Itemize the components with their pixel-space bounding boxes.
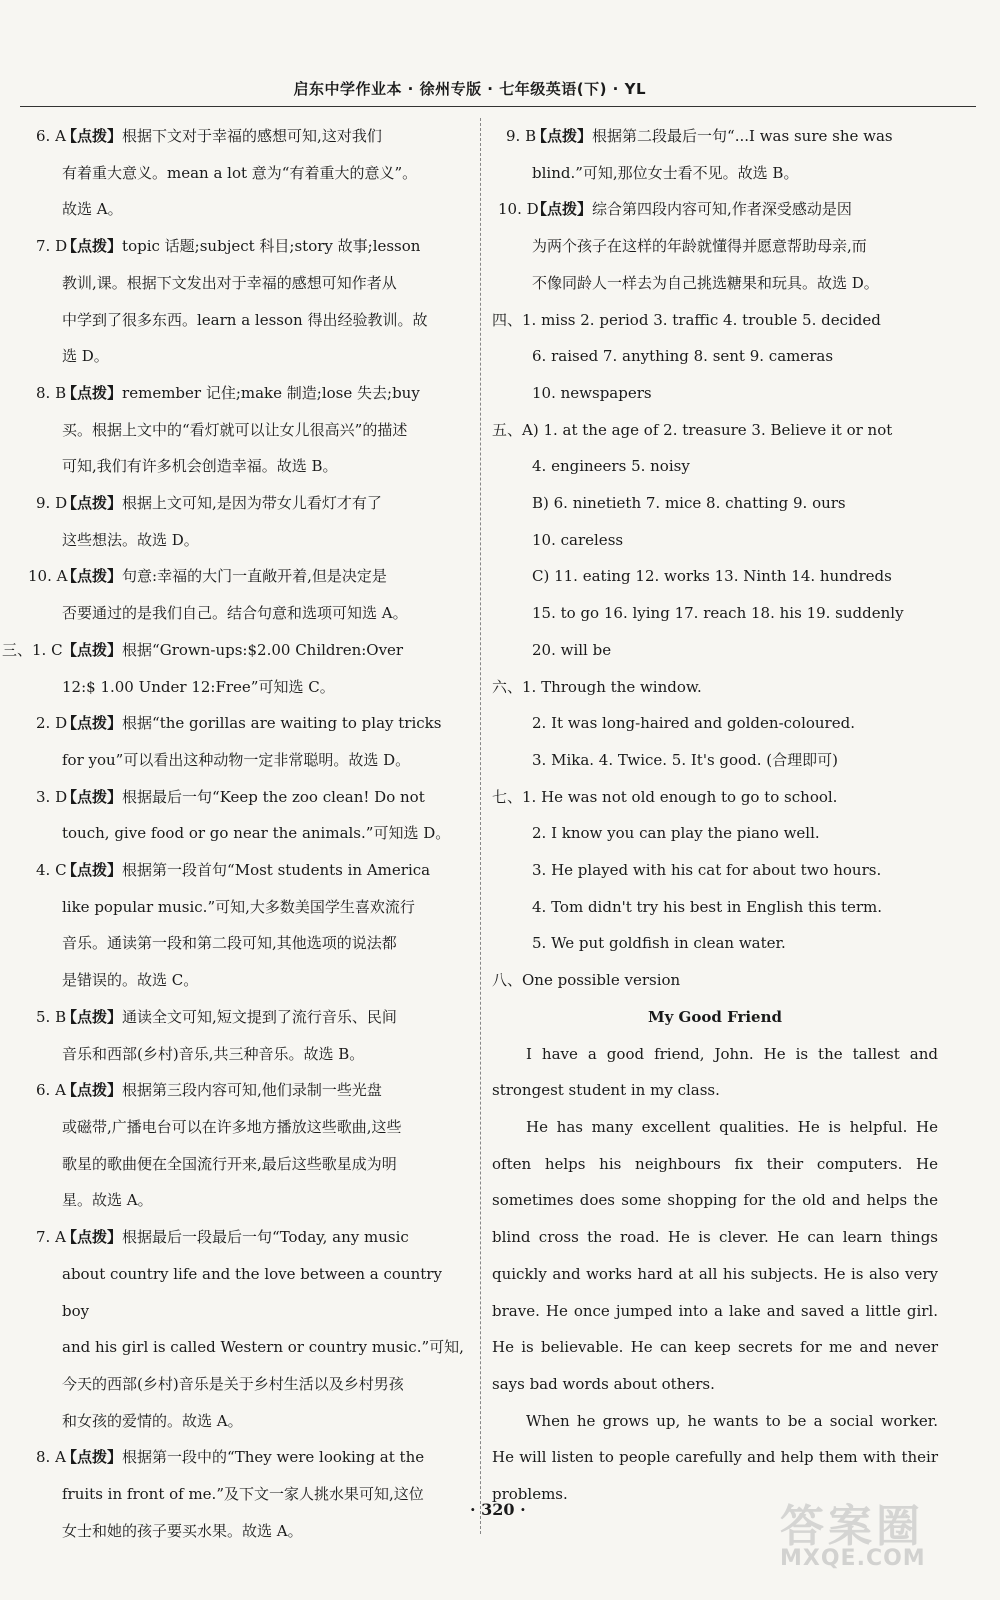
answer-text: 和女孩的爱情的。故选 A。: [62, 1411, 243, 1430]
hint-label: 【 点拨 】: [62, 127, 122, 145]
answer-item: [22, 558, 464, 631]
answer-text: 故选 A。: [62, 200, 123, 219]
answer-item: [22, 1439, 464, 1549]
answer-text: 根据最后一段最后一句“Today, any music: [122, 1228, 409, 1247]
answer-text: 综合第四段内容可知,作者深受感动是因: [592, 200, 852, 219]
answer-text: 这些想法。故选 D。: [62, 530, 199, 549]
answer-text: 句意:幸福的大门一直敞开着,但是决定是: [122, 567, 387, 586]
answer-number: 4. C: [36, 861, 67, 880]
answer-number: 6. A: [36, 1081, 66, 1100]
answer-text: blind.”可知,那位女士看不见。故选 B。: [532, 163, 799, 182]
hint-label: 【 点拨 】: [62, 788, 122, 806]
column-divider: [480, 118, 482, 1534]
answer-line: 2. I know you can play the piano well.: [532, 824, 820, 843]
answer-number: 7. A: [36, 1228, 66, 1247]
answer-text: 是错误的。故选 C。: [62, 971, 199, 990]
answer-text: 买。根据上文中的“看灯就可以让女儿很高兴”的描述: [62, 420, 408, 439]
answer-text: 根据上文可知,是因为带女儿看灯才有了: [122, 494, 382, 513]
answer-number: 8. B: [36, 383, 67, 402]
hint-label: 【 点拨 】: [62, 714, 122, 732]
answer-number: 三、1. C: [2, 640, 63, 659]
answer-line: C) 11. eating 12. works 13. Ninth 14. hundreds: [532, 567, 892, 586]
answer-item: [22, 228, 464, 375]
hint-label: 【 点拨 】: [62, 1228, 122, 1246]
answer-line: 四、1. miss 2. period 3. traffic 4. trouble 5. decided: [492, 310, 881, 329]
section-4-answers: [492, 302, 938, 412]
section-6-answers: [492, 669, 938, 779]
essay-paragraph: He has many excellent qualities. He is helpful. He often helps his neighbours fix their computers. He sometimes does some shopping for the old and helps the blind cross the road. He is clever. He can learn things quickly and works hard at all his subjects. He is also very brave. He once jumped into a lake and saved a little girl. He is believable. He can keep secrets for me and never says bad words about others.: [492, 1117, 938, 1393]
answer-text: 12:$ 1.00 Under 12:Free”可知选 C。: [62, 677, 335, 696]
answer-line: B) 6. ninetieth 7. mice 8. chatting 9. ours: [532, 494, 846, 513]
hint-label: 【 点拨 】: [62, 641, 122, 659]
answer-text: 根据第三段内容可知,他们录制一些光盘: [122, 1081, 382, 1100]
section-5-answers: [492, 412, 938, 669]
essay-paragraph: When he grows up, he wants to be a social worker. He will listen to people carefully and help them with their problems.: [492, 1411, 938, 1504]
header-title: 启东中学作业本 · 徐州专版 · 七年级英语(下) · YL: [293, 80, 646, 98]
answer-text: 可知,我们有许多机会创造幸福。故选 B。: [62, 457, 338, 476]
answer-line: 6. raised 7. anything 8. sent 9. cameras: [532, 347, 834, 366]
section-8-essay: [492, 962, 938, 1513]
hint-label: 【 点拨 】: [62, 1008, 122, 1026]
watermark-url: MXQE.COM: [780, 1546, 926, 1571]
answer-text: 为两个孩子在这样的年龄就懂得并愿意帮助母亲,而: [532, 237, 867, 256]
answer-text: 不像同龄人一样去为自己挑选糖果和玩具。故选 D。: [532, 273, 879, 292]
answer-line: 15. to go 16. lying 17. reach 18. his 19. suddenly: [532, 604, 904, 623]
answer-item: [22, 1219, 464, 1439]
answer-item: [22, 1072, 464, 1219]
answer-text: fruits in front of me.”及下文一家人挑水果可知,这位: [62, 1485, 424, 1504]
hint-label: 【 点拨 】: [532, 127, 592, 145]
hint-label: 【 点拨 】: [62, 567, 122, 585]
hint-label: 【 点拨 】: [62, 1448, 122, 1466]
watermark-logo: [780, 1490, 980, 1590]
answer-text: 音乐。通读第一段和第二段可知,其他选项的说法都: [62, 934, 397, 953]
answer-line: 五、A) 1. at the age of 2. treasure 3. Believe it or not: [492, 420, 893, 439]
right-column: [492, 118, 938, 1513]
section-label: 八、One possible version: [492, 971, 681, 990]
answer-item: [22, 705, 464, 778]
essay-title: My Good Friend: [648, 1007, 782, 1026]
answer-line: 3. Mika. 4. Twice. 5. It's good. (合理即可): [532, 750, 838, 769]
answer-line: 4. engineers 5. noisy: [532, 457, 690, 476]
answer-number: 5. B: [36, 1007, 67, 1026]
answer-line: 20. will be: [532, 640, 612, 659]
answer-line: 5. We put goldfish in clean water.: [532, 934, 786, 953]
page-number: · 320 ·: [470, 1500, 526, 1519]
answer-text: 根据“the gorillas are waiting to play tricks: [122, 714, 442, 733]
answer-text: 星。故选 A。: [62, 1191, 153, 1210]
answer-number: 3. D: [36, 787, 68, 806]
answer-text: like popular music.”可知,大多数美国学生喜欢流行: [62, 897, 415, 916]
answer-text: 今天的西部(乡村)音乐是关于乡村生活以及乡村男孩: [62, 1374, 404, 1393]
answer-line: 七、1. He was not old enough to go to school.: [492, 787, 838, 806]
answer-text: 根据第二段最后一句“...I was sure she was: [592, 127, 893, 145]
answer-number: 6. A: [36, 127, 66, 145]
answer-item: [492, 191, 938, 301]
hint-label: 【 点拨 】: [62, 237, 122, 255]
hint-label: 【 点拨 】: [62, 384, 122, 402]
watermark-text: 答案圈: [780, 1501, 924, 1552]
answer-text: 选 D。: [62, 347, 109, 366]
answer-number: 10. D: [498, 200, 539, 219]
answer-text: 歌星的歌曲便在全国流行开来,最后这些歌星成为明: [62, 1154, 397, 1173]
essay-paragraph: I have a good friend, John. He is the tallest and strongest student in my class.: [492, 1044, 938, 1100]
hint-label: 【 点拨 】: [62, 494, 122, 512]
answer-text: for you”可以看出这种动物一定非常聪明。故选 D。: [62, 750, 411, 769]
page-header: [20, 76, 976, 107]
answer-text: topic 话题;subject 科目;story 故事;lesson: [122, 237, 421, 256]
answer-text: 教训,课。根据下文发出对于幸福的感想可知作者从: [62, 273, 397, 292]
answer-text: 根据第一段中的“They were looking at the: [122, 1448, 425, 1467]
answer-text: 根据“Grown-ups:$2.00 Children:Over: [122, 640, 404, 659]
answer-number: 9. B: [506, 127, 537, 145]
answer-text: 根据下文对于幸福的感想可知,这对我们: [122, 127, 382, 145]
answer-item: [22, 118, 464, 228]
answer-item: [22, 375, 464, 485]
answer-line: 10. newspapers: [532, 383, 652, 402]
answer-text: 女士和她的孩子要买水果。故选 A。: [62, 1521, 303, 1540]
answer-item: [22, 485, 464, 558]
answer-text: 音乐和西部(乡村)音乐,共三种音乐。故选 B。: [62, 1044, 365, 1063]
answer-line: 2. It was long-haired and golden-coloured.: [532, 714, 855, 733]
answer-text: 中学到了很多东西。learn a lesson 得出经验教训。故: [62, 310, 428, 329]
answer-text: 或磁带,广播电台可以在许多地方播放这些歌曲,这些: [62, 1117, 402, 1136]
answer-text: about country life and the love between a country boy: [62, 1264, 442, 1320]
answer-number: 2. D: [36, 714, 68, 733]
answer-item: [2, 632, 464, 705]
hint-label: 【 点拨 】: [62, 861, 122, 879]
answer-item: [492, 118, 938, 191]
answer-line: 10. careless: [532, 530, 624, 549]
hint-label: 【 点拨 】: [532, 200, 592, 218]
answer-text: 通读全文可知,短文提到了流行音乐、民间: [122, 1007, 397, 1026]
answer-text: 有着重大意义。mean a lot 意为“有着重大的意义”。: [62, 163, 418, 182]
answer-item: [22, 999, 464, 1072]
answer-line: 六、1. Through the window.: [492, 677, 702, 696]
answer-line: 3. He played with his cat for about two hours.: [532, 861, 882, 880]
answer-item: [22, 852, 464, 999]
answer-line: 4. Tom didn't try his best in English this term.: [532, 897, 883, 916]
left-column: [2, 118, 464, 1549]
answer-text: 否要通过的是我们自己。结合句意和选项可知选 A。: [62, 604, 408, 623]
answer-text: touch, give food or go near the animals.”可知选 D。: [62, 824, 451, 843]
answer-text: 根据第一段首句“Most students in America: [122, 861, 431, 880]
answer-number: 8. A: [36, 1448, 66, 1467]
answer-number: 7. D: [36, 237, 68, 256]
answer-number: 9. D: [36, 494, 68, 513]
answer-text: and his girl is called Western or country music.”可知,: [62, 1338, 464, 1357]
answer-text: remember 记住;make 制造;lose 失去;buy: [122, 383, 420, 402]
hint-label: 【 点拨 】: [62, 1081, 122, 1099]
answer-text: 根据最后一句“Keep the zoo clean! Do not: [122, 787, 425, 806]
section-7-answers: [492, 779, 938, 963]
answer-item: [22, 779, 464, 852]
answer-number: 10. A: [28, 567, 68, 586]
